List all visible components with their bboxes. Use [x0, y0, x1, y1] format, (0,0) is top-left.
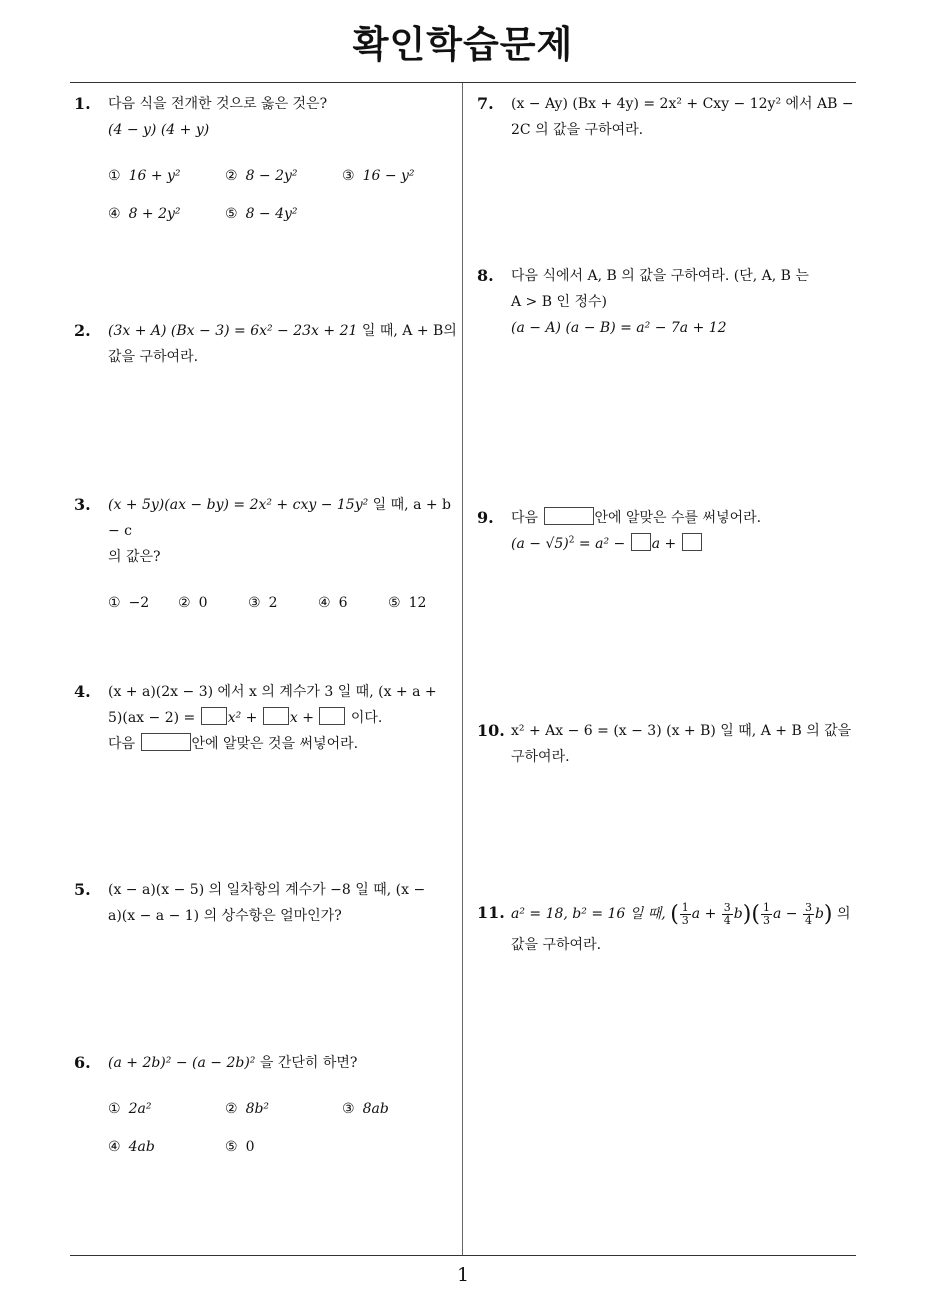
choice-3[interactable]: ③ 8ab [342, 1101, 389, 1117]
header-rule [70, 82, 856, 83]
problem-9 [477, 505, 862, 557]
problem-text: 값을 구하여라. [108, 349, 199, 365]
problem-6 [74, 1050, 459, 1166]
choice-2[interactable]: ② 0 [178, 595, 208, 611]
answer-choices [108, 157, 459, 233]
answer-blank[interactable] [319, 707, 345, 725]
choice-1[interactable]: ① 16 + y² [108, 168, 181, 184]
problem-expression: 5)(ax − 2) = x² + x + 이다. [108, 705, 459, 731]
choice-4[interactable]: ④ 8 + 2y² [108, 206, 181, 222]
problem-expression: (3x + A) (Bx − 3) = 6x² − 23x + 21 [108, 323, 358, 339]
answer-blank[interactable] [631, 533, 651, 551]
choice-2[interactable]: ② 8b² [225, 1101, 270, 1117]
problem-expression: (4 − y) (4 + y) [108, 122, 210, 138]
problem-2 [74, 318, 459, 370]
choice-5[interactable]: ⑤ 12 [388, 595, 427, 611]
answer-blank-sample [544, 507, 594, 525]
answer-choices [108, 584, 459, 622]
problem-text: (x − a)(x − 5) 의 일차항의 계수가 −8 일 때, (x − [108, 882, 426, 898]
problem-number: 6. [74, 1053, 91, 1072]
problem-8 [477, 263, 862, 341]
problem-number: 3. [74, 495, 91, 514]
problem-text: 구하여라. [511, 749, 570, 765]
problem-number: 5. [74, 880, 91, 899]
answer-blank[interactable] [263, 707, 289, 725]
choice-5[interactable]: ⑤ 0 [225, 1139, 255, 1155]
problem-text: 다음 안에 알맞은 수를 써넣어라. [511, 505, 862, 531]
choice-4[interactable]: ④ 6 [318, 595, 348, 611]
problem-text: 다음 식을 전개한 것으로 옳은 것은? [108, 96, 328, 112]
problem-text: 을 간단히 하면? [255, 1055, 358, 1071]
problem-5 [74, 877, 459, 929]
problem-number: 7. [477, 94, 494, 113]
problem-text: (x − Ay) (Bx + 4y) = 2x² + Cxy − 12y² 에서 AB − [511, 96, 854, 112]
problem-expression: (a + 2b)² − (a − 2b)² [108, 1055, 256, 1071]
choice-4[interactable]: ④ 4ab [108, 1139, 155, 1155]
problem-text: a)(x − a − 1) 의 상수항은 얼마인가? [108, 908, 342, 924]
answer-blank[interactable] [682, 533, 702, 551]
problem-3 [74, 492, 459, 622]
problem-number: 2. [74, 321, 91, 340]
page-title: 확인학습문제 [352, 23, 574, 66]
problem-4 [74, 679, 459, 757]
problem-text: x² + Ax − 6 = (x − 3) (x + B) 일 때, A + B 의 값을 [511, 723, 852, 739]
problem-text: 의 값은? [108, 549, 161, 565]
problem-7 [477, 91, 862, 143]
problem-text: 다음 안에 알맞은 것을 써넣어라. [108, 731, 459, 757]
answer-blank-sample [141, 733, 191, 751]
problem-text: A > B 인 정수) [511, 294, 607, 310]
problem-10 [477, 718, 862, 770]
answer-blank[interactable] [201, 707, 227, 725]
choice-3[interactable]: ③ 16 − y² [342, 168, 415, 184]
page-number: 1 [456, 1264, 470, 1286]
problem-text: 일 때, a + b − c [108, 497, 452, 539]
answer-choices [108, 1090, 459, 1166]
problem-number: 10. [477, 721, 505, 740]
problem-number: 4. [74, 682, 91, 701]
problem-expression: a² = 18, b² = 16 일 때, ( $\frac{1}{3}$ a + $\frac{3}{4}$ b)( $\frac{1}{3}$ a − $\frac{3}{4}$ b) 의 [511, 900, 851, 927]
problem-11 [477, 897, 862, 958]
problem-1 [74, 91, 459, 233]
problem-expression: (x + 5y)(ax − by) = 2x² + cxy − 15y² [108, 497, 369, 513]
problem-expression: $(a - √5)^2 = a^2 - a$ + [511, 531, 862, 557]
problem-text: 다음 식에서 A, B 의 값을 구하여라. (단, A, B 는 [511, 268, 809, 284]
problem-expression: (a − A) (a − B) = a² − 7a + 12 [511, 320, 727, 336]
footer-rule [70, 1255, 856, 1256]
problem-text: 일 때, A + B의 [357, 323, 457, 339]
problem-text: 2C 의 값을 구하여라. [511, 122, 644, 138]
problem-number: 8. [477, 266, 494, 285]
problem-number: 9. [477, 508, 494, 527]
column-divider [462, 83, 463, 1256]
problem-text: 값을 구하여라. [511, 937, 602, 953]
choice-1[interactable]: ① −2 [108, 595, 150, 611]
problem-number: 11. [477, 903, 505, 922]
choice-2[interactable]: ② 8 − 2y² [225, 168, 298, 184]
choice-3[interactable]: ③ 2 [248, 595, 278, 611]
choice-5[interactable]: ⑤ 8 − 4y² [225, 206, 298, 222]
problem-number: 1. [74, 94, 91, 113]
choice-1[interactable]: ① 2a² [108, 1101, 152, 1117]
problem-text: (x + a)(2x − 3) 에서 x 의 계수가 3 일 때, (x + a + [108, 684, 437, 700]
